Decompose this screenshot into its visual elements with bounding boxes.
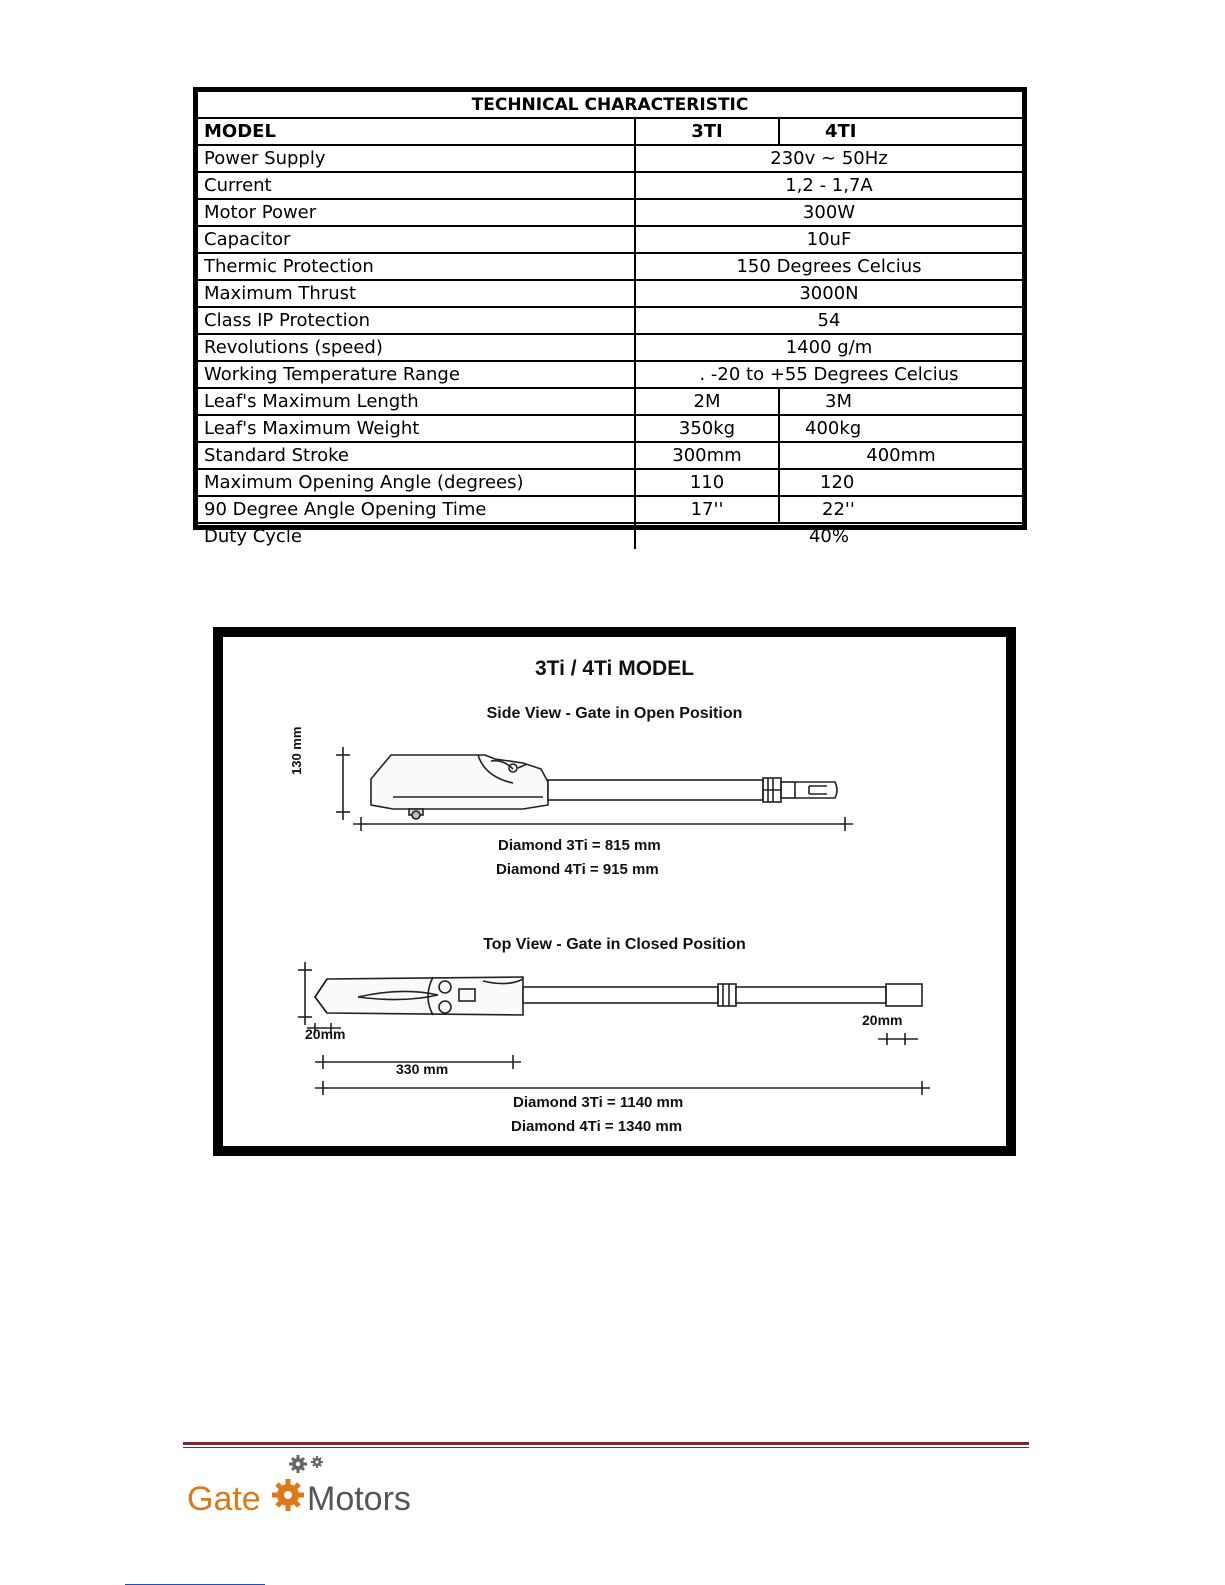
row-label: Thermic Protection bbox=[198, 253, 635, 280]
top-view-actuator bbox=[315, 977, 922, 1015]
table-row bbox=[198, 415, 1022, 442]
dimension-drawing-panel bbox=[213, 627, 1016, 1156]
table-title: TECHNICAL CHARACTERISTIC bbox=[198, 92, 1022, 118]
technical-characteristic-table bbox=[193, 87, 1027, 547]
row-value: 3000N bbox=[635, 280, 1022, 307]
row-label: Current bbox=[198, 172, 635, 199]
footer-rule bbox=[183, 1442, 1029, 1445]
row-value: 40% bbox=[635, 523, 1022, 549]
row-value: . -20 to +55 Degrees Celcius bbox=[635, 361, 1022, 388]
row-label: Duty Cycle bbox=[198, 523, 635, 549]
row-value: 230v ~ 50Hz bbox=[635, 145, 1022, 172]
footer-rule-thin bbox=[183, 1447, 1029, 1448]
height-label: 130 mm bbox=[289, 726, 304, 775]
table-row bbox=[198, 388, 1022, 415]
table-row bbox=[198, 145, 1022, 172]
table-row bbox=[198, 253, 1022, 280]
gatemotors-logo bbox=[187, 1452, 447, 1522]
height-dimension bbox=[336, 747, 350, 820]
table-row bbox=[198, 496, 1022, 523]
row-label: Maximum Opening Angle (degrees) bbox=[198, 469, 635, 496]
row-value: 54 bbox=[635, 307, 1022, 334]
header-4ti: 4TI bbox=[779, 118, 1022, 145]
row-label: Leaf's Maximum Weight bbox=[198, 415, 635, 442]
header-3ti: 3TI bbox=[635, 118, 779, 145]
table-row bbox=[198, 523, 1022, 549]
side-view-title: Side View - Gate in Open Position bbox=[486, 705, 743, 722]
row-value: 1400 g/m bbox=[635, 334, 1022, 361]
row-label: Leaf's Maximum Length bbox=[198, 388, 635, 415]
row-label: 90 Degree Angle Opening Time bbox=[198, 496, 635, 523]
row-value-3ti: 17'' bbox=[635, 496, 779, 523]
row-value-3ti: 350kg bbox=[635, 415, 779, 442]
right-offset-dimension bbox=[878, 1033, 918, 1045]
table-row bbox=[198, 172, 1022, 199]
top-dim-4ti: Diamond 4Ti = 1340 mm bbox=[511, 1118, 683, 1135]
row-value: 300W bbox=[635, 199, 1022, 226]
row-value-3ti: 300mm bbox=[635, 442, 779, 469]
row-value-4ti: 3M bbox=[779, 388, 1022, 415]
drawing-title: 3Ti / 4Ti MODEL bbox=[534, 657, 695, 680]
table-row bbox=[198, 469, 1022, 496]
row-label: Motor Power bbox=[198, 199, 635, 226]
logo-text-gate: Gate bbox=[187, 1480, 261, 1518]
row-value-3ti: 2M bbox=[635, 388, 779, 415]
side-dim-4ti: Diamond 4Ti = 915 mm bbox=[496, 861, 659, 878]
side-length-dimension bbox=[353, 817, 853, 831]
table-title-row bbox=[198, 92, 1022, 118]
left-offset-label: 20mm bbox=[305, 1026, 346, 1042]
row-value-4ti: 400kg bbox=[779, 415, 1022, 442]
body-length-label: 330 mm bbox=[396, 1061, 449, 1077]
table-row bbox=[198, 307, 1022, 334]
header-model: MODEL bbox=[198, 118, 635, 145]
top-dim-3ti: Diamond 3Ti = 1140 mm bbox=[513, 1094, 684, 1111]
width-dimension bbox=[298, 962, 312, 1025]
row-value-4ti: 22'' bbox=[779, 496, 1022, 523]
table-row bbox=[198, 199, 1022, 226]
row-value-4ti: 120 bbox=[779, 469, 1022, 496]
row-label: Maximum Thrust bbox=[198, 280, 635, 307]
table-row bbox=[198, 442, 1022, 469]
table-row bbox=[198, 280, 1022, 307]
row-value: 10uF bbox=[635, 226, 1022, 253]
row-label: Standard Stroke bbox=[198, 442, 635, 469]
row-label: Power Supply bbox=[198, 145, 635, 172]
table-row bbox=[198, 226, 1022, 253]
row-value: 1,2 - 1,7A bbox=[635, 172, 1022, 199]
top-view-title: Top View - Gate in Closed Position bbox=[483, 936, 746, 953]
spec-table bbox=[198, 92, 1022, 549]
right-offset-label: 20mm bbox=[862, 1012, 903, 1028]
logo-text-motors: Motors bbox=[307, 1480, 411, 1518]
table-header-row bbox=[198, 118, 1022, 145]
row-label: Revolutions (speed) bbox=[198, 334, 635, 361]
row-value-4ti: 400mm bbox=[779, 442, 1022, 469]
table-row bbox=[198, 334, 1022, 361]
side-view-actuator bbox=[371, 755, 837, 819]
row-value-3ti: 110 bbox=[635, 469, 779, 496]
row-label: Capacitor bbox=[198, 226, 635, 253]
row-value: 150 Degrees Celcius bbox=[635, 253, 1022, 280]
total-length-dimension bbox=[315, 1081, 930, 1095]
side-dim-3ti: Diamond 3Ti = 815 mm bbox=[498, 837, 661, 854]
row-label: Class IP Protection bbox=[198, 307, 635, 334]
row-label: Working Temperature Range bbox=[198, 361, 635, 388]
table-row bbox=[198, 361, 1022, 388]
